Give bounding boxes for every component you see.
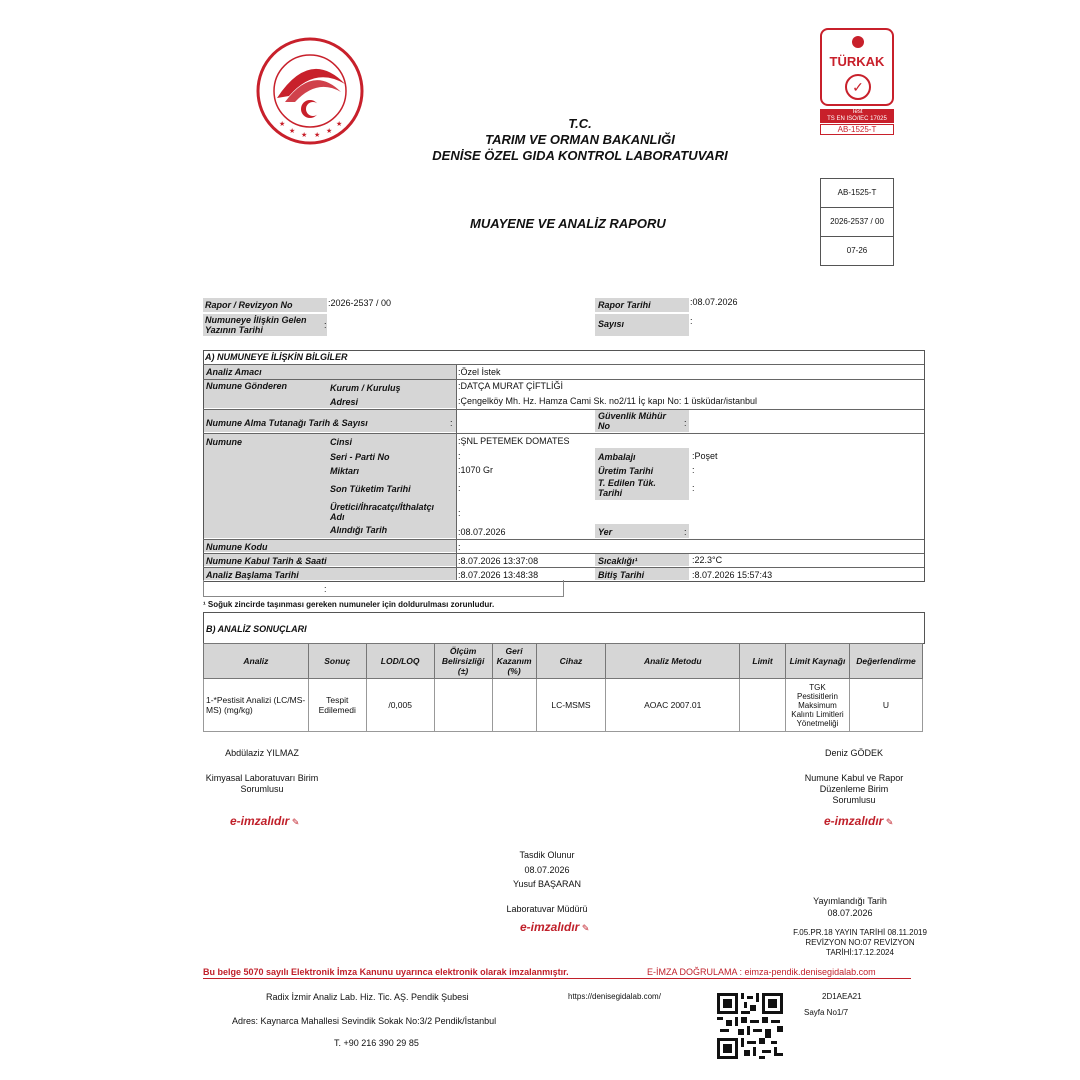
col-limit-source: Limit Kaynağı	[786, 644, 850, 679]
form-code: F.05.PR.18 YAYIN TARİHİ 08.11.2019	[793, 928, 927, 937]
right-signer-name: Deniz GÖDEK	[824, 748, 884, 758]
sample-code-label: Numune Kodu	[206, 542, 268, 552]
acceptance-label: Numune Kabul Tarih & Saati	[206, 556, 327, 566]
report-revision-value: :2026-2537 / 00	[328, 298, 392, 308]
esign-verify-link[interactable]: E-İMZA DOĞRULAMA : eimza-pendik.denisegidalab.com	[647, 967, 876, 977]
expiry-value: :	[458, 483, 461, 493]
results-section-title: B) ANALİZ SONUÇLARI	[206, 624, 307, 634]
pen-icon: ✎	[291, 817, 300, 827]
analysis-purpose-label: Analiz Amacı	[206, 367, 262, 377]
report-date-label: Rapor Tarihi	[598, 300, 651, 310]
place-value: :	[684, 527, 687, 537]
quantity-label: Miktarı	[330, 466, 360, 476]
code-box-period: 07-26	[846, 246, 868, 255]
turkak-wordmark: TÜRKAK	[829, 54, 885, 69]
svg-text:★: ★	[301, 131, 308, 139]
type-value: :ŞNL PETEMEK DOMATES	[458, 436, 570, 446]
col-lod-loq: LOD/LOQ	[366, 644, 434, 679]
svg-text:★: ★	[336, 120, 343, 128]
production-date-label: Üretim Tarihi	[598, 466, 654, 476]
report-date-value: :08.07.2026	[690, 297, 738, 307]
cold-chain-footnote: ¹ Soğuk zincirde taşınması gereken numuneler için doldurulması zorunludur.	[203, 600, 495, 609]
producer-value: :	[458, 508, 461, 518]
qr-code[interactable]	[717, 993, 783, 1059]
analysis-purpose-value: :Özel İstek	[458, 367, 501, 377]
table-row	[204, 679, 923, 732]
approval-date: 08.07.2026	[524, 865, 570, 875]
col-recovery: Geri Kazanım (%)	[492, 644, 536, 679]
right-esign-label: e-imzalıdır	[824, 814, 884, 828]
left-signer-name: Abdülaziz YILMAZ	[225, 748, 299, 758]
company-phone: T. +90 216 390 29 85	[334, 1038, 419, 1048]
production-date-value: :	[692, 465, 695, 475]
results-header-row	[204, 644, 923, 679]
letter-number-label: Sayısı	[598, 319, 625, 329]
cell-limit-source: TGK Pestisitlerin Maksimum Kalıntı Limitleri Yönetmeliği	[786, 679, 850, 732]
cell-analysis: 1-*Pestisit Analizi (LC/MS-MS) (mg/kg)	[204, 679, 309, 732]
code-box	[820, 178, 894, 266]
director-esign	[520, 920, 589, 934]
header-line1: T.C.	[568, 116, 592, 131]
header-line2: TARIM VE ORMAN BAKANLIĞI	[485, 132, 675, 147]
report-title: MUAYENE VE ANALİZ RAPORU	[470, 216, 666, 231]
lot-label: Seri - Parti No	[330, 452, 390, 462]
right-signer-role: Numune Kabul ve Rapor Düzenleme Birim Sorumlusu	[804, 773, 904, 805]
recommended-date-value: :	[692, 483, 695, 493]
extra-field-value: :	[324, 584, 327, 594]
col-limit: Limit	[740, 644, 786, 679]
revision-date: TARİHİ:17.12.2024	[826, 948, 894, 957]
analysis-start-value: :8.07.2026 13:48:38	[458, 570, 539, 580]
cell-uncertainty	[434, 679, 492, 732]
sample-label: Numune	[206, 437, 242, 447]
cell-device: LC-MSMS	[536, 679, 606, 732]
institution-value: :DATÇA MURAT ÇİFTLİĞİ	[458, 381, 564, 391]
svg-text:★: ★	[314, 131, 321, 139]
analysis-end-label: Bitiş Tarihi	[598, 570, 645, 580]
published-date: 08.07.2026	[827, 908, 873, 918]
letter-date-label: Numuneye İlişkin Gelen Yazının Tarihi	[205, 315, 307, 335]
analysis-end-value: :8.07.2026 15:57:43	[692, 570, 773, 580]
place-label: Yer	[598, 527, 613, 537]
cell-lod-loq: /0,005	[366, 679, 434, 732]
results-table	[203, 643, 923, 732]
cell-method: AOAC 2007.01	[606, 679, 740, 732]
packaging-value: :Poşet	[692, 451, 718, 461]
analysis-start-label: Analiz Başlama Tarihi	[206, 570, 299, 580]
pen-icon: ✎	[581, 923, 590, 933]
packaging-label: Ambalajı	[598, 452, 636, 462]
sampling-record-value: :	[450, 418, 453, 428]
sampling-record-label: Numune Alma Tutanağı Tarih & Sayısı	[206, 418, 368, 428]
col-method: Analiz Metodu	[606, 644, 740, 679]
sample-section-title: A) NUMUNEYE İLİŞKİN BİLGİLER	[205, 352, 348, 362]
left-esign-label: e-imzalıdır	[230, 814, 290, 828]
received-date-value: :08.07.2026	[458, 527, 506, 537]
type-label: Cinsi	[330, 437, 353, 447]
sample-code-value: :	[458, 542, 461, 552]
page-number: Sayfa No1/7	[804, 1008, 849, 1017]
address-value: :Çengelköy Mh. Hz. Hamza Cami Sk. no2/11 İç kapı No: 1 üsküdar/istanbul	[458, 396, 757, 406]
code-box-accreditation: AB-1525-T	[821, 179, 893, 208]
check-icon: ✓	[845, 74, 871, 100]
cell-recovery	[492, 679, 536, 732]
website-link[interactable]: https://denisegidalab.com/	[568, 992, 661, 1001]
temperature-label: Sıcaklığı¹	[598, 556, 638, 566]
seal-no-label: Güvenlik Mühür No	[598, 411, 667, 431]
svg-text:★: ★	[279, 120, 286, 128]
cell-evaluation: U	[849, 679, 922, 732]
quantity-value: :1070 Gr	[458, 465, 494, 475]
company-address: Adres: Kaynarca Mahallesi Sevindik Sokak No:3/2 Pendik/İstanbul	[232, 1016, 497, 1026]
acceptance-value: :8.07.2026 13:37:08	[458, 556, 539, 566]
col-device: Cihaz	[536, 644, 606, 679]
seal-no-value: :	[684, 418, 687, 428]
lot-value: :	[458, 451, 461, 461]
header-line3: DENİSE ÖZEL GIDA KONTROL LABORATUVARI	[432, 148, 728, 163]
code-box-report-no: 2026-2537 / 00	[821, 208, 893, 237]
cell-result: Tespit Edilemedi	[308, 679, 366, 732]
temperature-value: :22.3°C	[692, 555, 723, 565]
turkak-test: Test	[851, 109, 863, 115]
report-revision-label: Rapor / Revizyon No	[205, 300, 293, 310]
turkak-code: AB-1525-T	[820, 124, 894, 135]
left-esign	[230, 814, 299, 828]
sender-label: Numune Gönderen	[206, 381, 288, 391]
address-label: Adresi	[330, 397, 359, 407]
director-esign-label: e-imzalıdır	[520, 920, 580, 934]
col-analysis: Analiz	[204, 644, 309, 679]
producer-label: Üretici/İhracatçı/İthalatçı Adı	[330, 502, 435, 522]
director-role: Laboratuvar Müdürü	[506, 904, 588, 914]
pen-icon: ✎	[885, 817, 894, 827]
recommended-date-label: T. Edilen Tük. Tarihi	[598, 478, 656, 498]
letter-date-value: :	[324, 320, 327, 330]
revision-no: REVİZYON NO:07 REVİZYON	[805, 938, 915, 947]
expiry-label: Son Tüketim Tarihi	[330, 484, 411, 494]
letter-number-value: :	[690, 316, 693, 326]
cell-limit	[740, 679, 786, 732]
col-evaluation: Değerlendirme	[849, 644, 922, 679]
turkak-standard: TS EN ISO/IEC 17025	[827, 116, 887, 122]
document-code: 2D1AEA21	[822, 992, 862, 1001]
col-result: Sonuç	[308, 644, 366, 679]
right-esign	[824, 814, 893, 828]
col-uncertainty: Ölçüm Belirsizliği (±)	[434, 644, 492, 679]
svg-text:★: ★	[326, 127, 333, 135]
company-name: Radix İzmir Analiz Lab. Hiz. Tic. AŞ. Pendik Şubesi	[266, 992, 469, 1002]
received-date-label: Alındığı Tarih	[330, 525, 388, 535]
published-label: Yayımlandığı Tarih	[813, 896, 887, 906]
director-name: Yusuf BAŞARAN	[512, 879, 582, 889]
esign-law-notice: Bu belge 5070 sayılı Elektronik İmza Kanunu uyarınca elektronik olarak imzalanmıştır.	[203, 967, 569, 977]
approval-label: Tasdik Olunur	[519, 850, 575, 860]
left-signer-role: Kimyasal Laboratuvarı Birim Sorumlusu	[205, 773, 319, 794]
institution-label: Kurum / Kuruluş	[330, 383, 401, 393]
svg-text:★: ★	[289, 127, 296, 135]
